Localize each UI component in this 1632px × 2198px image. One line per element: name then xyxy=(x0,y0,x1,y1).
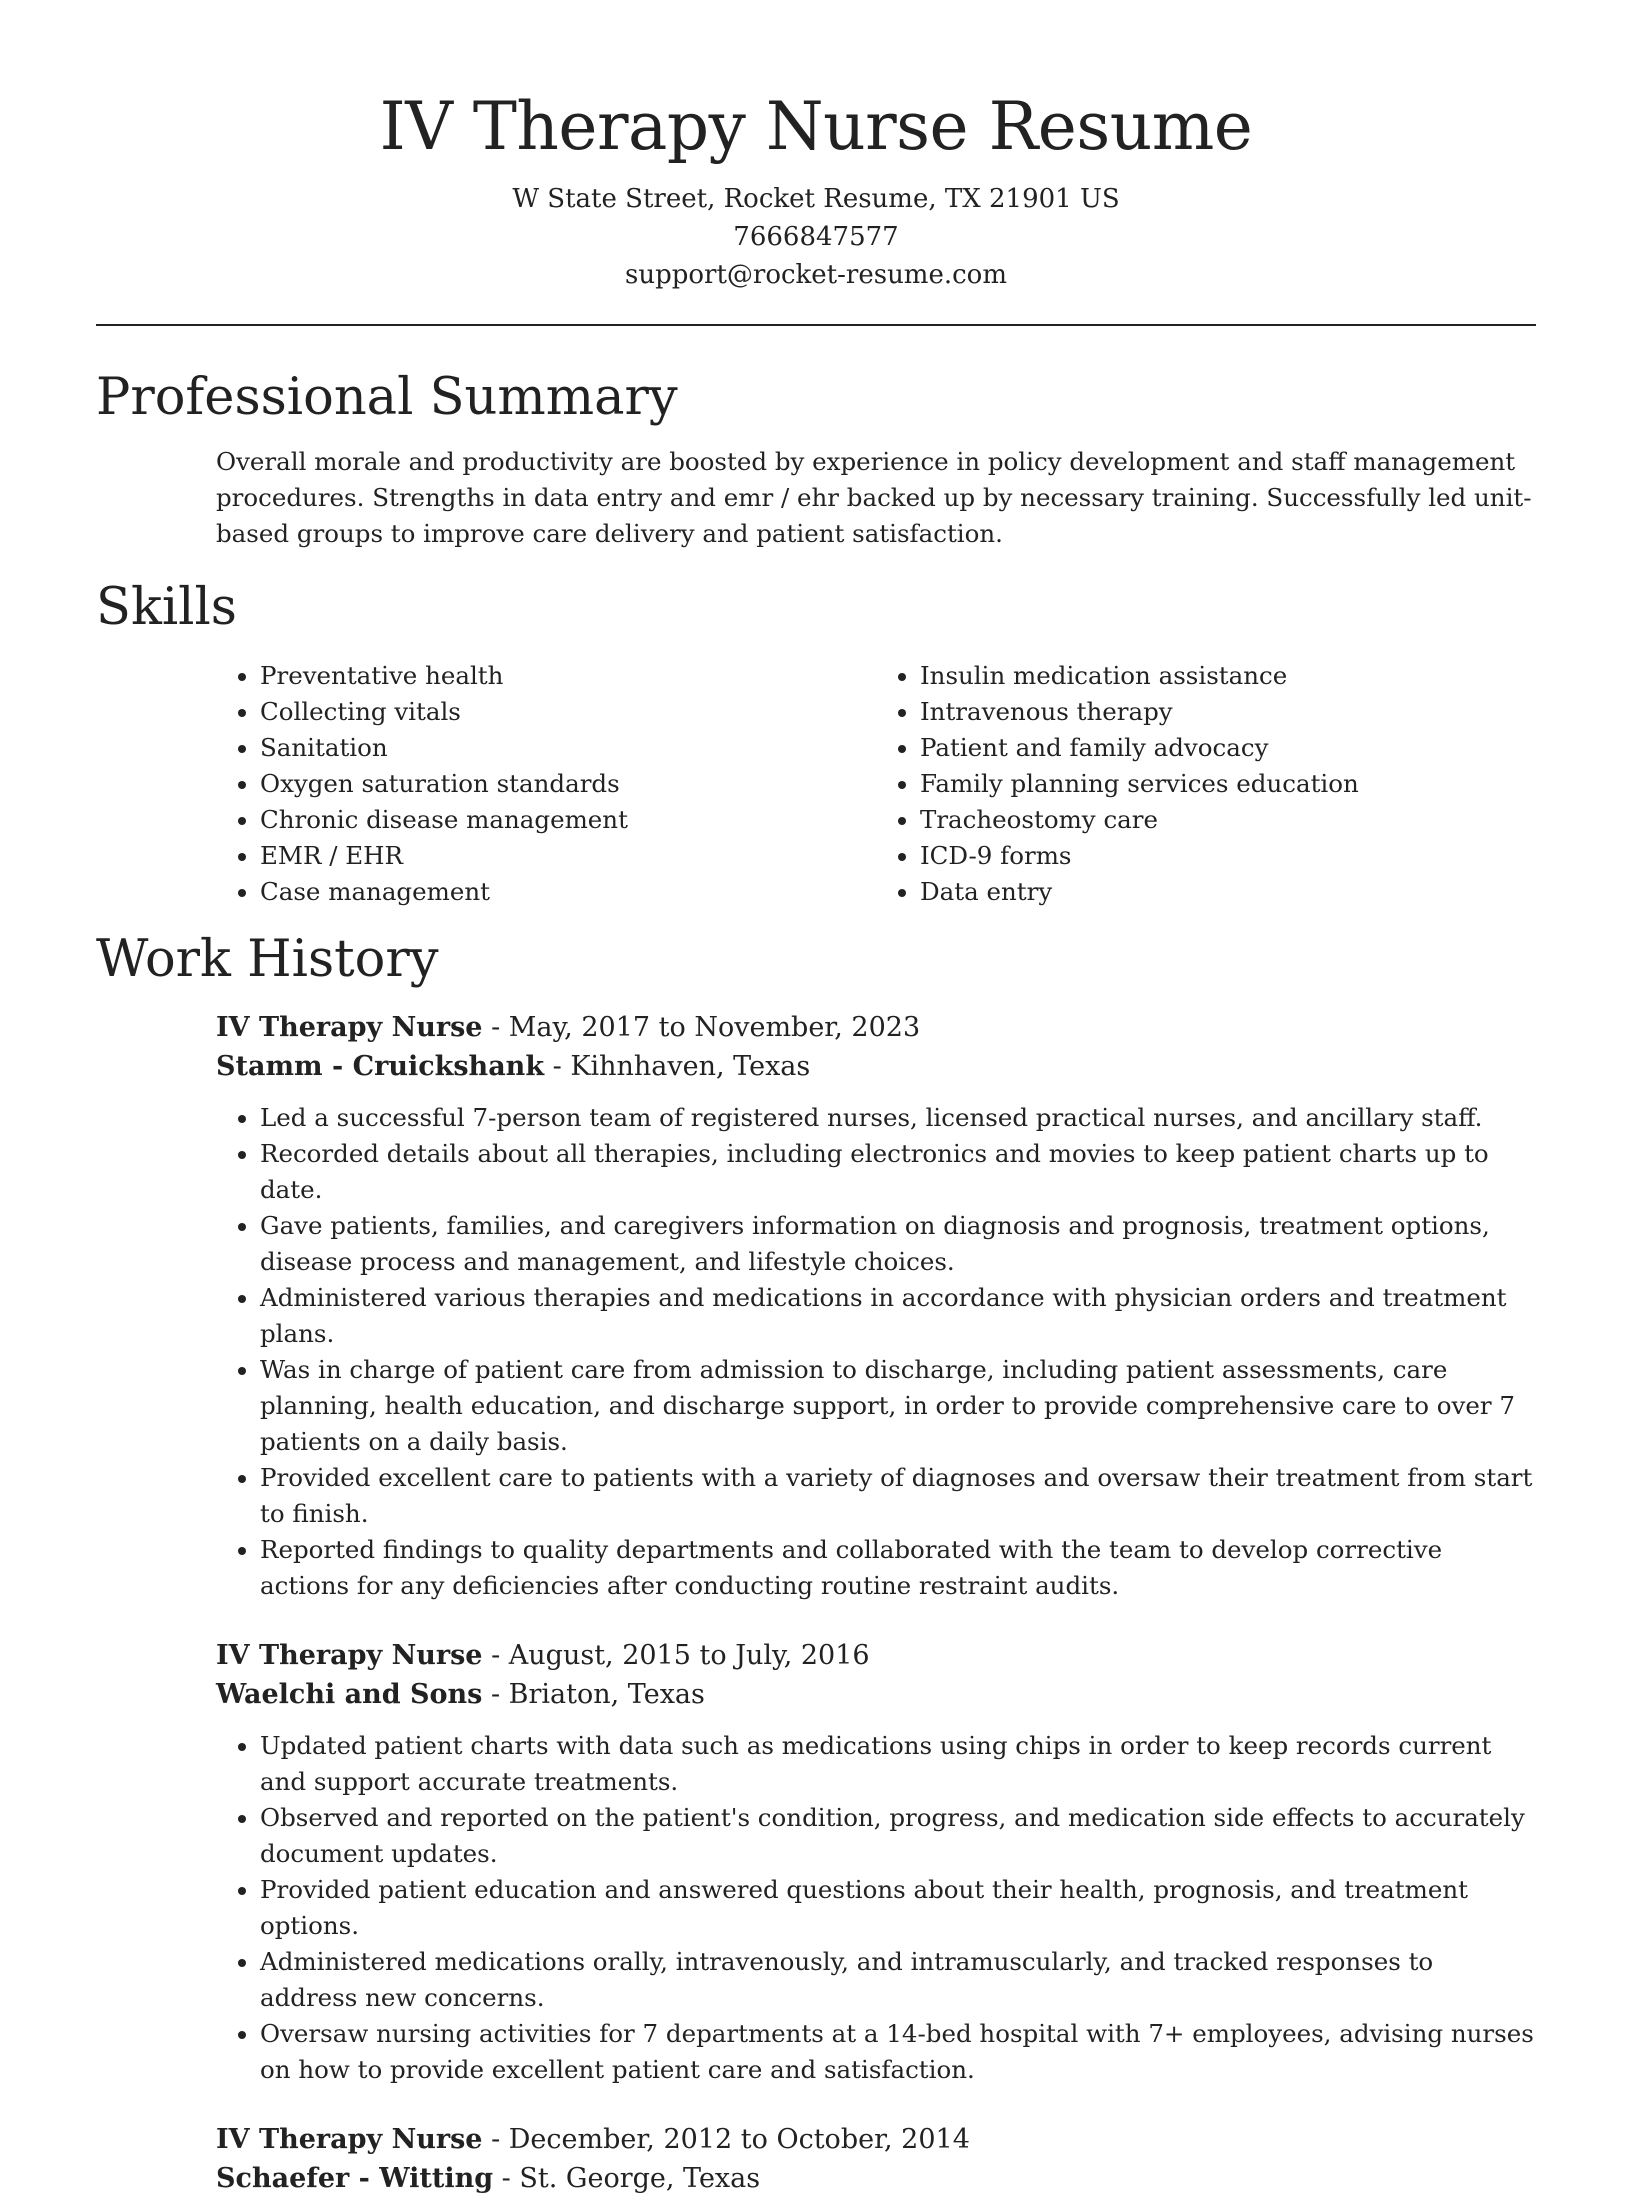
job-bullet: • Was in charge of patient care from admission to discharge, including patient assessments, care planning, health education, and discharge support, in order to provide comprehensive care to over 7 patients on a daily basis. xyxy=(260,1352,1536,1460)
job-company-line xyxy=(216,1047,1536,1086)
job-entry xyxy=(216,2120,1536,2198)
contact-block xyxy=(96,180,1536,294)
skill-item: • Sanitation xyxy=(260,730,876,766)
skill-item: • Case management xyxy=(260,874,876,910)
job-location: - Kihnhaven, Texas xyxy=(544,1051,811,1082)
job-bullet: • Provided excellent care to patients with a variety of diagnoses and oversaw their treatment from start to finish. xyxy=(260,1460,1536,1532)
job-title-line xyxy=(216,2120,1536,2159)
skill-item: • Family planning services education xyxy=(920,766,1536,802)
job-entry xyxy=(216,1008,1536,1604)
job-bullets xyxy=(216,1100,1536,1604)
job-bullet: • Led a successful 7-person team of registered nurses, licensed practical nurses, and ancillary staff. xyxy=(260,1100,1536,1136)
job-company: Waelchi and Sons xyxy=(216,1679,483,1710)
skill-item: • Oxygen saturation standards xyxy=(260,766,876,802)
job-bullet: • Oversaw nursing activities for 7 departments at a 14-bed hospital with 7+ employees, advising nurses on how to provide excellent patient care and satisfaction. xyxy=(260,2016,1536,2088)
skill-item: • Collecting vitals xyxy=(260,694,876,730)
job-bullet: • Administered medications orally, intravenously, and intramuscularly, and tracked responses to address new concerns. xyxy=(260,1944,1536,2016)
skill-item: • EMR / EHR xyxy=(260,838,876,874)
skill-item: • Patient and family advocacy xyxy=(920,730,1536,766)
resume-title: IV Therapy Nurse Resume xyxy=(379,88,1253,165)
skill-item: • Tracheostomy care xyxy=(920,802,1536,838)
job-bullets xyxy=(216,1728,1536,2088)
skill-item: • ICD-9 forms xyxy=(920,838,1536,874)
job-title: IV Therapy Nurse xyxy=(216,1640,483,1671)
resume-page xyxy=(96,0,1536,2198)
skills-heading: Skills xyxy=(96,578,237,637)
job-title: IV Therapy Nurse xyxy=(216,1012,483,1043)
phone: 7666847577 xyxy=(733,222,899,252)
job-bullet: • Provided patient education and answered questions about their health, prognosis, and treatment options. xyxy=(260,1872,1536,1944)
summary-heading: Professional Summary xyxy=(96,368,678,427)
job-dates: - December, 2012 to October, 2014 xyxy=(482,2124,970,2155)
skills-column-left xyxy=(216,658,876,910)
job-company: Schaefer - Witting xyxy=(216,2163,494,2194)
skills-list xyxy=(216,658,1536,910)
job-entry xyxy=(216,1636,1536,2088)
job-location: - St. George, Texas xyxy=(493,2163,761,2194)
job-bullet: • Reported findings to quality departments and collaborated with the team to develop corrective actions for any deficiencies after conducting routine restraint audits. xyxy=(260,1532,1536,1604)
skill-item: • Intravenous therapy xyxy=(920,694,1536,730)
job-company-line xyxy=(216,2159,1536,2198)
email: support@rocket-resume.com xyxy=(624,260,1007,290)
job-bullet: • Updated patient charts with data such as medications using chips in order to keep records current and support accurate treatments. xyxy=(260,1728,1536,1800)
job-company-line xyxy=(216,1675,1536,1714)
job-bullet: • Administered various therapies and medications in accordance with physician orders and treatment plans. xyxy=(260,1280,1536,1352)
skill-item: • Insulin medication assistance xyxy=(920,658,1536,694)
skill-item: • Data entry xyxy=(920,874,1536,910)
job-dates: - May, 2017 to November, 2023 xyxy=(482,1012,921,1043)
job-bullet: • Observed and reported on the patient's condition, progress, and medication side effects to accurately document updates. xyxy=(260,1800,1536,1872)
address: W State Street, Rocket Resume, TX 21901 US xyxy=(512,184,1120,214)
summary-text: Overall morale and productivity are boosted by experience in policy development and staff management procedures. Strengths in data entry and emr / ehr backed up by necessary training. Successfully led unit-based groups to improve care delivery and patient satisfaction. xyxy=(216,447,1532,548)
skills-column-right xyxy=(876,658,1536,910)
job-company: Stamm - Cruickshank xyxy=(216,1051,545,1082)
job-location: - Briaton, Texas xyxy=(482,1679,705,1710)
job-title-line xyxy=(216,1636,1536,1675)
header-divider xyxy=(96,324,1536,326)
work-history-heading: Work History xyxy=(96,930,439,989)
job-title-line xyxy=(216,1008,1536,1047)
job-title: IV Therapy Nurse xyxy=(216,2124,483,2155)
job-dates: - August, 2015 to July, 2016 xyxy=(482,1640,870,1671)
resume-header xyxy=(96,0,1536,294)
job-bullet: • Recorded details about all therapies, including electronics and movies to keep patient charts up to date. xyxy=(260,1136,1536,1208)
job-bullet: • Gave patients, families, and caregivers information on diagnosis and prognosis, treatment options, disease process and management, and lifestyle choices. xyxy=(260,1208,1536,1280)
skill-item: • Preventative health xyxy=(260,658,876,694)
skill-item: • Chronic disease management xyxy=(260,802,876,838)
